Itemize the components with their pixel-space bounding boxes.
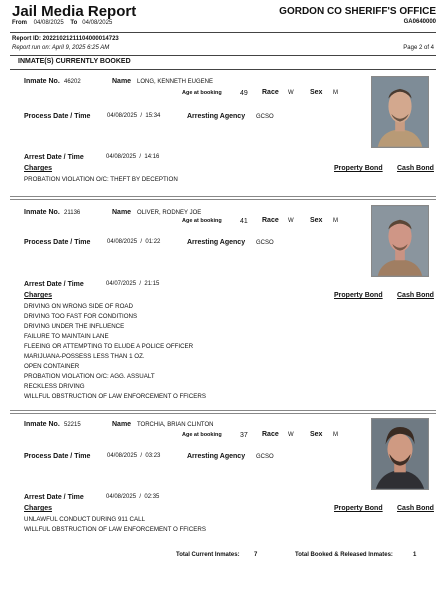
name-label: Name xyxy=(112,78,132,85)
to-date: 04/08/2025 xyxy=(82,20,113,26)
agency-ori: GA0640000 xyxy=(403,19,436,25)
report-id-value: 20221021211104000014723 xyxy=(42,36,119,42)
race: W xyxy=(288,218,294,224)
charge-item: DRIVING TOO FAST FOR CONDITIONS xyxy=(24,313,138,320)
arresting-agency: GCSO xyxy=(256,240,274,246)
date-range xyxy=(12,20,112,26)
mugshot-photo xyxy=(371,205,429,277)
header-rule xyxy=(10,32,436,33)
arresting-agency-label: Arresting Agency xyxy=(187,453,246,460)
arrest-time: 14:16 xyxy=(144,154,160,160)
property-bond-label: Property Bond xyxy=(334,292,383,299)
process-date: 04/08/2025 xyxy=(107,239,138,245)
process-datetime-label: Process Date / Time xyxy=(24,239,91,246)
race-label: Race xyxy=(262,89,279,96)
inmate-no-label: Inmate No. xyxy=(24,78,60,85)
age: 41 xyxy=(240,218,248,225)
arresting-agency-label: Arresting Agency xyxy=(187,113,246,120)
arrest-datetime-label: Arrest Date / Time xyxy=(24,154,84,161)
total-booked-label: Total Booked & Released Inmates: xyxy=(295,552,393,558)
process-time: 15:34 xyxy=(145,113,161,119)
charges-label: Charges xyxy=(24,505,53,512)
arrest-time: 21:15 xyxy=(144,281,160,287)
inmate-no: 21136 xyxy=(64,210,81,216)
charge-item: WILLFUL OBSTRUCTION OF LAW ENFORCEMENT O FFICERS xyxy=(24,526,206,533)
process-datetime-label: Process Date / Time xyxy=(24,453,91,460)
charge-item: UNLAWFUL CONDUCT DURING 911 CALL xyxy=(24,516,146,523)
report-title: Jail Media Report xyxy=(12,3,137,20)
cash-bond-label: Cash Bond xyxy=(397,165,434,172)
report-id-label: Report ID: xyxy=(12,36,41,42)
arresting-agency-label: Arresting Agency xyxy=(187,239,246,246)
arrest-datetime-label: Arrest Date / Time xyxy=(24,281,84,288)
process-datetime: 04/08/2025 / 03:23 xyxy=(107,453,161,459)
charges-label: Charges xyxy=(24,165,53,172)
arrest-date: 04/07/2025 xyxy=(106,281,137,287)
process-datetime: 04/08/2025 / 15:34 xyxy=(107,113,161,119)
arrest-datetime-label: Arrest Date / Time xyxy=(24,494,84,501)
charge-item: MARIJUANA-POSSESS LESS THAN 1 OZ. xyxy=(24,353,145,360)
age: 49 xyxy=(240,90,248,97)
total-current-value: 7 xyxy=(254,552,258,558)
run-on-value: April 9, 2025 6:25 AM xyxy=(51,45,110,51)
sex-label: Sex xyxy=(310,431,323,438)
inmate-name: TORCHIA, BRIAN CLINTON xyxy=(137,422,214,428)
record-separator xyxy=(10,410,436,414)
run-on xyxy=(12,45,109,51)
agency-name: GORDON CO SHERIFF'S OFFICE xyxy=(279,6,436,17)
charge-item: WILLFUL OBSTRUCTION OF LAW ENFORCEMENT O FFICERS xyxy=(24,393,206,400)
mugshot-photo xyxy=(371,418,429,490)
arrest-time: 02:35 xyxy=(144,494,160,500)
arresting-agency: GCSO xyxy=(256,114,274,120)
cash-bond-label: Cash Bond xyxy=(397,292,434,299)
sex-label: Sex xyxy=(310,89,323,96)
charge-item: FAILURE TO MAINTAIN LANE xyxy=(24,333,109,340)
arrest-datetime: 04/08/2025 / 02:35 xyxy=(106,494,160,500)
process-datetime-label: Process Date / Time xyxy=(24,113,91,120)
charge-item: FLEEING OR ATTEMPTING TO ELUDE A POLICE OFFICER xyxy=(24,343,194,350)
report-id xyxy=(12,36,119,42)
age-label: Age at booking xyxy=(182,432,222,438)
sex: M xyxy=(333,90,338,96)
arrest-date: 04/08/2025 xyxy=(106,154,137,160)
record-separator xyxy=(10,196,436,200)
inmate-name: OLIVER, RODNEY JOE xyxy=(137,210,202,216)
arrest-date: 04/08/2025 xyxy=(106,494,137,500)
property-bond-label: Property Bond xyxy=(334,165,383,172)
from-label: From xyxy=(12,20,27,26)
race-label: Race xyxy=(262,431,279,438)
page-number: Page 2 of 4 xyxy=(403,45,434,51)
process-date: 04/08/2025 xyxy=(107,453,138,459)
inmate-no-label: Inmate No. xyxy=(24,421,60,428)
inmate-no-label: Inmate No. xyxy=(24,209,60,216)
sex: M xyxy=(333,432,338,438)
arresting-agency: GCSO xyxy=(256,454,274,460)
inmate-no: 46202 xyxy=(64,79,81,85)
from-date: 04/08/2025 xyxy=(33,20,64,26)
charges-label: Charges xyxy=(24,292,53,299)
age-label: Age at booking xyxy=(182,218,222,224)
process-time: 03:23 xyxy=(145,453,161,459)
total-current-label: Total Current Inmates: xyxy=(176,552,240,558)
sex: M xyxy=(333,218,338,224)
race: W xyxy=(288,432,294,438)
race-label: Race xyxy=(262,217,279,224)
charge-item: PROBATION VIOLATION O/C: AGG. ASSUALT xyxy=(24,373,155,380)
run-on-label: Report run on: xyxy=(12,45,51,51)
charge-item: DRIVING ON WRONG SIDE OF ROAD xyxy=(24,303,133,310)
charge-item: RECKLESS DRIVING xyxy=(24,383,85,390)
age: 37 xyxy=(240,432,248,439)
process-datetime: 04/08/2025 / 01:22 xyxy=(107,239,161,245)
inmate-no: 52215 xyxy=(64,422,81,428)
arrest-datetime: 04/07/2025 / 21:15 xyxy=(106,281,160,287)
name-label: Name xyxy=(112,209,132,216)
mugshot-photo xyxy=(371,76,429,148)
property-bond-label: Property Bond xyxy=(334,505,383,512)
sex-label: Sex xyxy=(310,217,323,224)
section-title: INMATE(S) CURRENTLY BOOKED xyxy=(18,58,131,65)
process-date: 04/08/2025 xyxy=(107,113,138,119)
arrest-datetime: 04/08/2025 / 14:16 xyxy=(106,154,160,160)
charge-item: PROBATION VIOLATION O/C: THEFT BY DECEPTION xyxy=(24,176,178,183)
process-time: 01:22 xyxy=(145,239,161,245)
race: W xyxy=(288,90,294,96)
charge-item: OPEN CONTAINER xyxy=(24,363,80,370)
inmate-name: LONG, KENNETH EUGENE xyxy=(137,79,214,85)
age-label: Age at booking xyxy=(182,90,222,96)
total-booked-value: 1 xyxy=(413,552,417,558)
to-label: To xyxy=(70,20,78,26)
charge-item: DRIVING UNDER THE INFLUENCE xyxy=(24,323,125,330)
cash-bond-label: Cash Bond xyxy=(397,505,434,512)
name-label: Name xyxy=(112,421,132,428)
